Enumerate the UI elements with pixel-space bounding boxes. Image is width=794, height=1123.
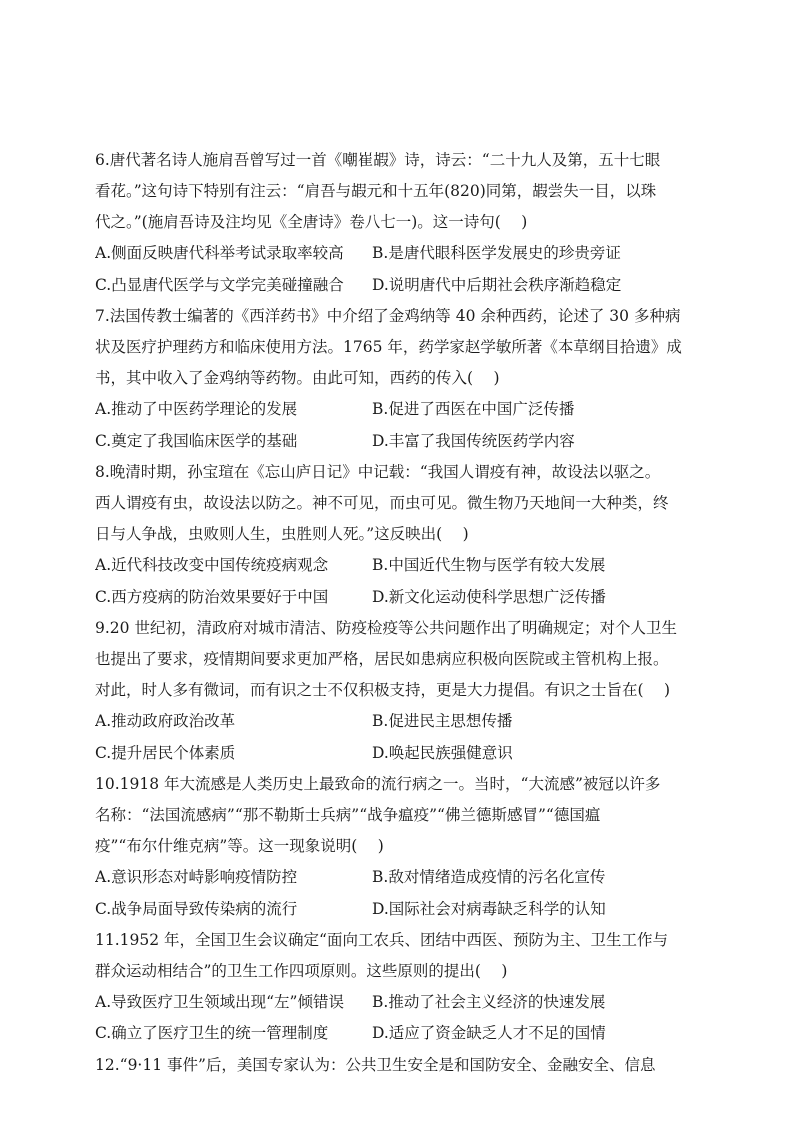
q11-option-d: D.适应了资金缺乏人才不足的国情 [372,1024,606,1042]
q11-stem-line-2: 群众运动相结合”的卫生工作四项原则。这些原则的提出( ) [95,962,508,980]
q10-stem-line-1: 10.1918 年大流感是人类历史上最致命的流行病之一。当时，“大流感”被冠以许多 [95,775,661,793]
q9-option-a: A.推动政府政治改革 [95,712,236,730]
q8-stem-line-1: 8.晚清时期，孙宝瑄在《忘山庐日记》中记载：“我国人谓疫有神，故设法以驱之。 [95,463,661,481]
q12-stem-line-1: 12.“9·11 事件”后，美国专家认为：公共卫生安全是和国防安全、金融安全、信息 [95,1056,656,1074]
q10-stem-line-3: 疫”“布尔什维克病”等。这一现象说明( ) [95,837,384,855]
q9-option-d: D.唤起民族强健意识 [372,744,513,762]
q7-stem-line-1: 7.法国传教士编著的《西洋药书》中介绍了金鸡纳等 40 余种西药，论述了 30 多种病 [95,307,681,325]
q7-option-b: B.促进了西医在中国广泛传播 [372,400,575,418]
q8-option-c: C.西方疫病的防治效果要好于中国 [95,588,329,606]
q6-option-d: D.说明唐代中后期社会秩序渐趋稳定 [372,276,622,294]
q7-option-a: A.推动了中医药学理论的发展 [95,400,298,418]
q10-option-c: C.战争局面导致传染病的流行 [95,900,298,918]
q11-option-b: B.推动了社会主义经济的快速发展 [372,993,606,1011]
q6-option-b: B.是唐代眼科医学发展史的珍贵旁证 [372,244,621,262]
q9-stem-line-2: 也提出了要求，疫情期间要求更加严格，居民如患病应积极向医院或主管机构上报。 [95,650,669,668]
q9-stem-line-3: 对此，时人多有微词，而有识之士不仅积极支持，更是大力提倡。有识之士旨在( ) [95,681,671,699]
q9-option-b: B.促进民主思想传播 [372,712,513,730]
q10-stem-line-2: 名称：“法国流感病”“那不勒斯士兵病”“战争瘟疫”“佛兰德斯感冒”“德国瘟 [95,806,601,824]
q7-option-c: C.奠定了我国临床医学的基础 [95,432,298,450]
q9-option-c: C.提升居民个体素质 [95,744,236,762]
q8-stem-line-3: 日与人争战，虫败则人生，虫胜则人死。”这反映出( ) [95,525,469,543]
q6-option-c: C.凸显唐代医学与文学完美碰撞融合 [95,276,344,294]
q11-option-c: C.确立了医疗卫生的统一管理制度 [95,1024,329,1042]
q8-stem-line-2: 西人谓疫有虫，故设法以防之。神不可见，而虫可见。微生物乃天地间一大种类，终 [95,494,669,512]
q10-option-b: B.敌对情绪造成疫情的污名化宣传 [372,868,606,886]
q7-stem-line-2: 状及医疗护理药方和临床使用方法。1765 年，药学家赵学敏所著《本草纲目拾遗》成 [95,338,682,356]
q6-option-a: A.侧面反映唐代科举考试录取率较高 [95,244,344,262]
q6-stem-line-3: 代之。”(施肩吾诗及注均见《全唐诗》卷八七一)。这一诗句( ) [95,213,528,231]
q6-stem-line-1: 6.唐代著名诗人施肩吾曾写过一首《嘲崔嘏》诗，诗云：“二十九人及第，五十七眼 [95,151,661,169]
q7-option-d: D.丰富了我国传统医药学内容 [372,432,575,450]
q11-option-a: A.导致医疗卫生领域出现“左”倾错误 [95,993,344,1011]
q8-option-b: B.中国近代生物与医学有较大发展 [372,556,606,574]
q11-stem-line-1: 11.1952 年，全国卫生会议确定“面向工农兵、团结中西医、预防为主、卫生工作与 [95,931,668,949]
q6-stem-line-2: 看花。”这句诗下特别有注云：“肩吾与嘏元和十五年(820)同第，嘏尝失一目，以珠 [95,182,657,200]
q10-option-d: D.国际社会对病毒缺乏科学的认知 [372,900,606,918]
q7-stem-line-3: 书，其中收入了金鸡纳等药物。由此可知，西药的传入( ) [95,369,500,387]
q8-option-d: D.新文化运动使科学思想广泛传播 [372,588,606,606]
q9-stem-line-1: 9.20 世纪初，清政府对城市清洁、防疫检疫等公共问题作出了明确规定；对个人卫生 [95,619,677,637]
q10-option-a: A.意识形态对峙影响疫情防控 [95,868,298,886]
q8-option-a: A.近代科技改变中国传统疫病观念 [95,556,329,574]
